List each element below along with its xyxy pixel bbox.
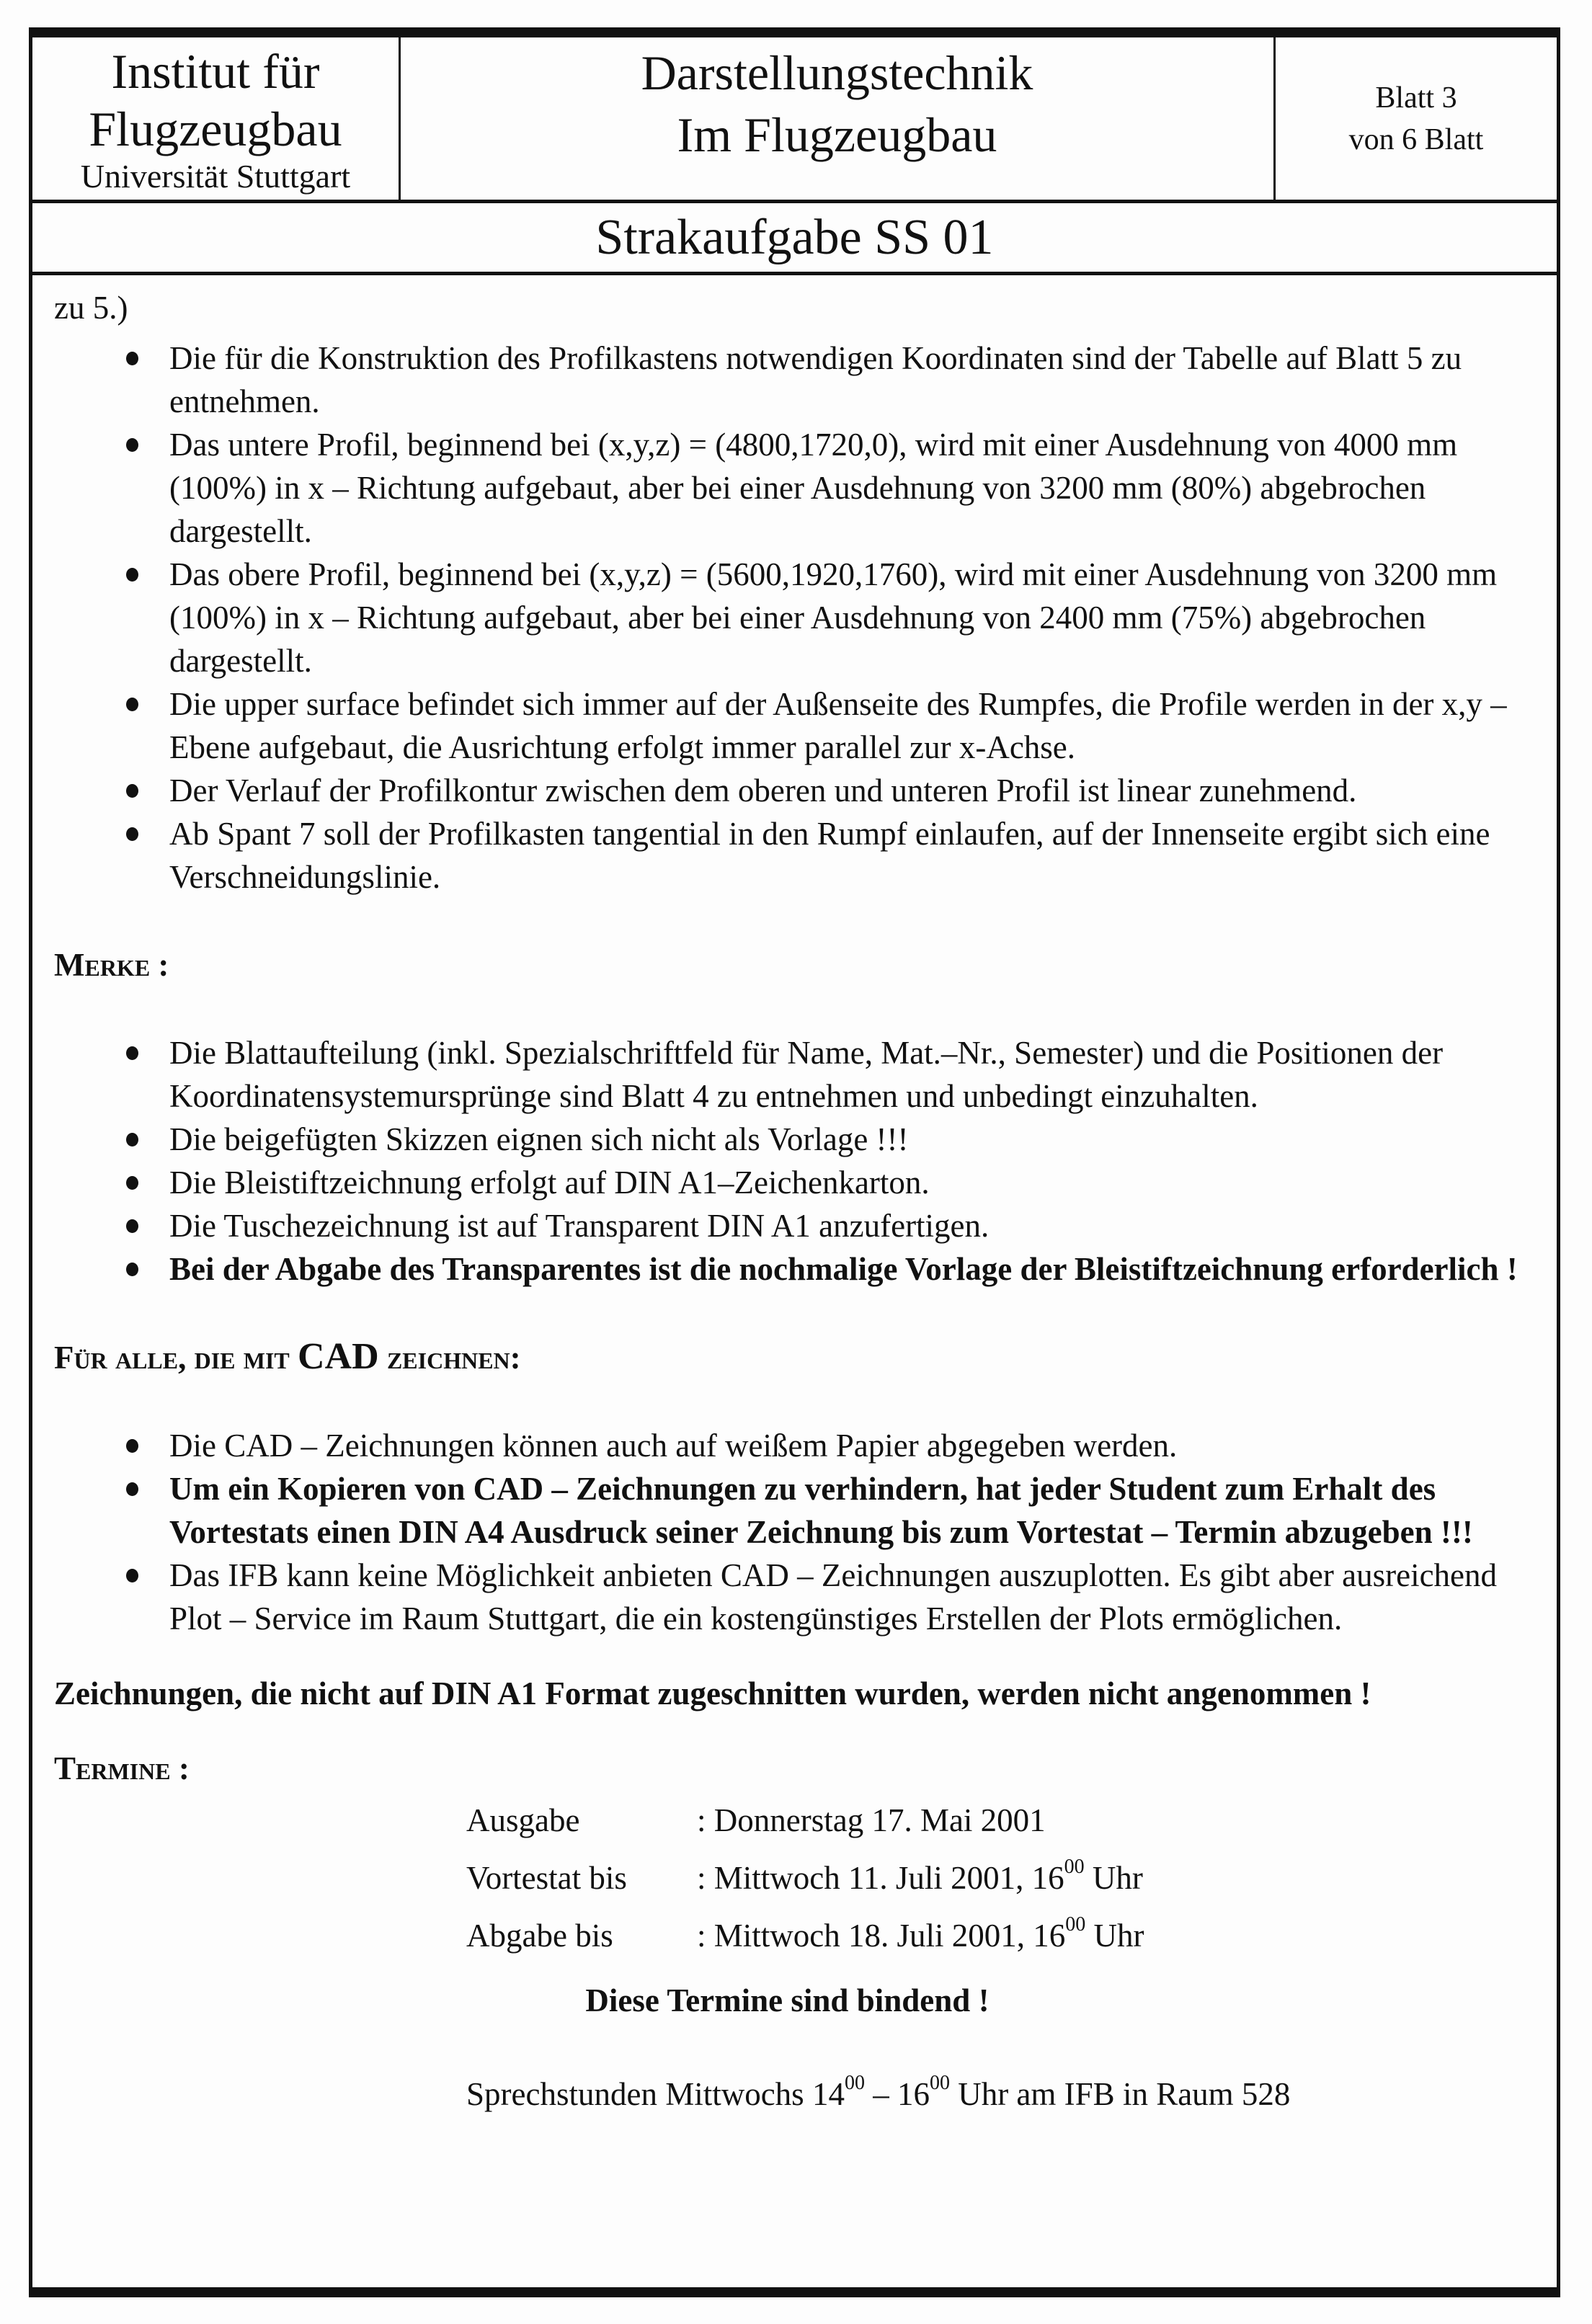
section-cad-heading: Für alle, die mit CAD zeichnen: bbox=[54, 1336, 521, 1377]
bullet-icon bbox=[126, 438, 138, 452]
title-block bbox=[32, 37, 1557, 203]
bullet-icon bbox=[126, 352, 138, 365]
date-value: : Donnerstag 17. Mai 2001 bbox=[697, 1802, 1046, 1838]
list-item-emphasis: Um ein Kopieren von CAD – Zeichnungen zu verhindern, hat jeder Student zum Erhalt des Vortestats einen DIN A4 Ausdruck seiner Zeichnung bis zum Vortestat – Termin abzugeben !!! bbox=[169, 1467, 1542, 1554]
page-frame bbox=[29, 27, 1560, 2297]
list-item: Die Tuschezeichnung ist auf Transparent DIN A1 anzufertigen. bbox=[169, 1204, 1542, 1247]
office-hours: Sprechstunden Mittwochs $14^{00} - 16^{00}$ Uhr am IFB in Raum 528 bbox=[466, 2072, 1291, 2112]
list-item: Ab Spant 7 soll der Profilkasten tangential in den Rumpf einlaufen, auf der Innenseite ergibt sich eine Verschneidungslinie. bbox=[169, 812, 1542, 899]
date-value: : Mittwoch 18. Juli 2001, $16^{00}$ Uhr bbox=[697, 1913, 1144, 1954]
assignment-title: Strakaufgabe SS 01 bbox=[32, 203, 1557, 275]
list-item: Der Verlauf der Profilkontur zwischen dem oberen und unteren Profil ist linear zunehmend. bbox=[169, 769, 1542, 812]
list-item: Das IFB kann keine Möglichkeit anbieten CAD – Zeichnungen auszuplotten. Es gibt aber ausreichend Plot – Service im Raum Stuttgart, die ein kostengünstiges Erstellen der Plots ermöglichen. bbox=[169, 1554, 1542, 1640]
institute-name-line1: Institut für bbox=[111, 43, 320, 99]
course-title-line1: Darstellungstechnik bbox=[641, 45, 1033, 100]
university-name: Universität Stuttgart bbox=[80, 157, 351, 195]
list-item: Das obere Profil, beginnend bei (x,y,z) = (5600,1920,1760), wird mit einer Ausdehnung von 3200 mm (100%) in x – Richtung aufgebaut, aber bei einer Ausdehnung von 2400 mm (75%) abgebrochen dargestellt. bbox=[169, 553, 1542, 682]
sheet-number: Blatt 3 bbox=[1375, 81, 1457, 115]
list-item: Die Bleistiftzeichnung erfolgt auf DIN A1–Zeichenkarton. bbox=[169, 1161, 1542, 1204]
list-item: Die für die Konstruktion des Profilkastens notwendigen Koordinaten sind der Tabelle auf Blatt 5 zu entnehmen. bbox=[169, 337, 1542, 423]
binding-notice: Diese Termine sind bindend ! bbox=[585, 1982, 990, 2018]
sheet-number-cell bbox=[1276, 37, 1557, 200]
list-item: Das untere Profil, beginnend bei (x,y,z) = (4800,1720,0), wird mit einer Ausdehnung von 4000 mm (100%) in x – Richtung aufgebaut, aber bei einer Ausdehnung von 3200 mm (80%) abgebrochen dargestellt. bbox=[169, 423, 1542, 553]
bullet-icon bbox=[126, 1133, 138, 1147]
document-body bbox=[54, 286, 1542, 2116]
dates-table bbox=[54, 1791, 1542, 1964]
section-merke-list bbox=[54, 1031, 1542, 1291]
date-label: Abgabe bis bbox=[466, 1918, 613, 1954]
list-item-emphasis: Bei der Abgabe des Transparentes ist die nochmalige Vorlage der Bleistiftzeichnung erforderlich ! bbox=[169, 1247, 1542, 1291]
section-cad-list bbox=[54, 1424, 1542, 1640]
course-cell bbox=[401, 37, 1276, 200]
date-row-abgabe bbox=[54, 1907, 1542, 1964]
sheet-total: von 6 Blatt bbox=[1348, 123, 1484, 156]
bullet-icon bbox=[126, 1263, 138, 1276]
bullet-icon bbox=[126, 1439, 138, 1453]
institute-name-line2: Flugzeugbau bbox=[89, 101, 342, 156]
list-item: Die upper surface befindet sich immer auf der Außenseite des Rumpfes, die Profile werden in der x,y – Ebene aufgebaut, die Ausrichtung erfolgt immer parallel zur x-Achse. bbox=[169, 682, 1542, 769]
date-label: Vortestat bis bbox=[466, 1860, 627, 1896]
date-value: : Mittwoch 11. Juli 2001, $16^{00}$ Uhr bbox=[697, 1856, 1143, 1896]
section-zu5-label: zu 5.) bbox=[54, 290, 128, 326]
bullet-icon bbox=[126, 1176, 138, 1190]
bullet-icon bbox=[126, 827, 138, 841]
format-notice: Zeichnungen, die nicht auf DIN A1 Format zugeschnitten wurden, werden nicht angenommen ! bbox=[54, 1675, 1371, 1711]
bullet-icon bbox=[126, 1046, 138, 1060]
bullet-icon bbox=[126, 1482, 138, 1496]
date-row-vortestat bbox=[54, 1849, 1542, 1907]
date-label: Ausgabe bbox=[466, 1802, 580, 1838]
bullet-icon bbox=[126, 1569, 138, 1582]
bullet-icon bbox=[126, 568, 138, 582]
list-item: Die beigefügten Skizzen eignen sich nicht als Vorlage !!! bbox=[169, 1118, 1542, 1161]
bullet-icon bbox=[126, 784, 138, 798]
date-row-ausgabe bbox=[54, 1791, 1542, 1849]
bullet-icon bbox=[126, 1219, 138, 1233]
course-title-line2: Im Flugzeugbau bbox=[677, 107, 997, 162]
bullet-icon bbox=[126, 698, 138, 711]
list-item: Die CAD – Zeichnungen können auch auf weißem Papier abgegeben werden. bbox=[169, 1424, 1542, 1467]
section-merke-heading: Merke : bbox=[54, 947, 169, 983]
section-termine-heading: Termine : bbox=[54, 1750, 190, 1786]
section-zu5-list bbox=[54, 337, 1542, 899]
list-item: Die Blattaufteilung (inkl. Spezialschriftfeld für Name, Mat.–Nr., Semester) und die Positionen der Koordinatensystemursprünge sind Blatt 4 zu entnehmen und unbedingt einzuhalten. bbox=[169, 1031, 1542, 1118]
institute-cell bbox=[32, 37, 401, 200]
